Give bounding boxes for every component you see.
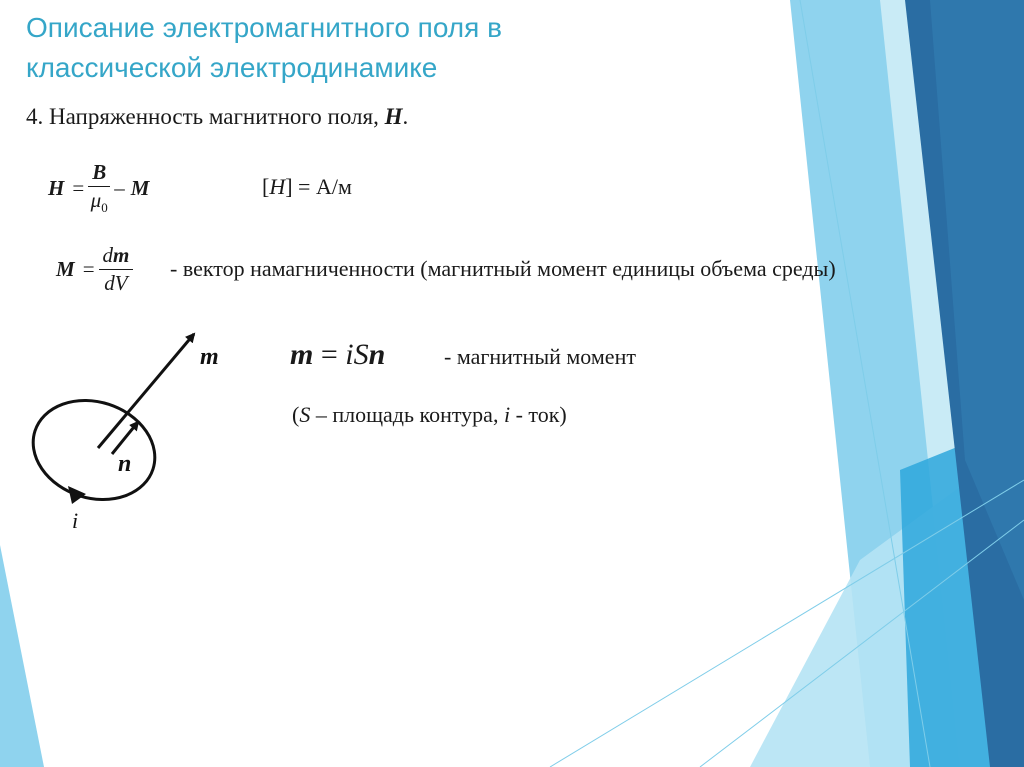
current-direction-arrow	[68, 486, 86, 504]
formula-m-num-m: m	[113, 243, 130, 267]
slide-title-line-1: Описание электромагнитного поля в	[26, 12, 502, 43]
formula-m	[56, 243, 137, 296]
unit-h-close: ] = А/м	[285, 174, 352, 199]
formula-h-rhs: M	[130, 175, 150, 200]
formula-h-eq: =	[72, 175, 85, 200]
formula-m-fraction	[99, 243, 134, 296]
moment-formula-i: i	[345, 338, 354, 371]
formula-h-denominator	[91, 187, 108, 216]
contour-note-open: (	[292, 402, 300, 427]
moment-formula	[290, 338, 385, 372]
section-heading	[26, 104, 408, 130]
moment-formula-lhs: m	[290, 338, 314, 371]
formula-h	[48, 160, 149, 216]
unit-h-symbol: H	[269, 174, 286, 199]
moment-description: - магнитный момент	[444, 344, 636, 369]
heading-suffix: .	[402, 104, 409, 129]
slide-title	[26, 8, 726, 88]
moment-formula-eq: =	[313, 338, 346, 371]
formula-m-denominator: dV	[104, 271, 128, 295]
heading-symbol: H	[384, 104, 403, 129]
formula-m-numerator	[99, 243, 134, 270]
unit-h	[262, 174, 352, 200]
formula-h-mu: μ	[90, 188, 102, 212]
contour-note-i: i	[503, 402, 511, 427]
label-i: i	[72, 508, 79, 533]
magnetization-description: - вектор намагниченности (магнитный момент единицы объема среды)	[170, 256, 836, 281]
deco-shape-left	[0, 545, 44, 767]
current-loop-diagram	[28, 318, 268, 548]
unit-h-open: [	[262, 174, 270, 199]
formula-h-numerator: B	[88, 160, 110, 187]
moment-formula-n: n	[368, 338, 386, 371]
contour-note-s: S	[299, 402, 311, 427]
moment-formula-s: S	[353, 338, 369, 371]
label-n: n	[118, 451, 132, 477]
formula-m-num-d: d	[102, 243, 114, 267]
formula-m-eq: =	[82, 257, 95, 281]
heading-prefix: 4. Напряженность магнитного поля,	[26, 104, 385, 129]
contour-note-end: - ток)	[510, 402, 567, 427]
slide-title-line-2: классической электродинамике	[26, 52, 438, 83]
formula-h-minus: –	[114, 175, 125, 200]
formula-h-mu-sub: 0	[101, 200, 108, 216]
contour-note	[292, 402, 567, 428]
contour-note-mid: – площадь контура,	[310, 402, 504, 427]
label-m: m	[200, 344, 219, 370]
formula-m-lhs: M	[56, 257, 75, 281]
formula-h-lhs: H	[48, 175, 65, 200]
current-loop	[28, 385, 168, 515]
formula-h-fraction	[88, 160, 110, 216]
